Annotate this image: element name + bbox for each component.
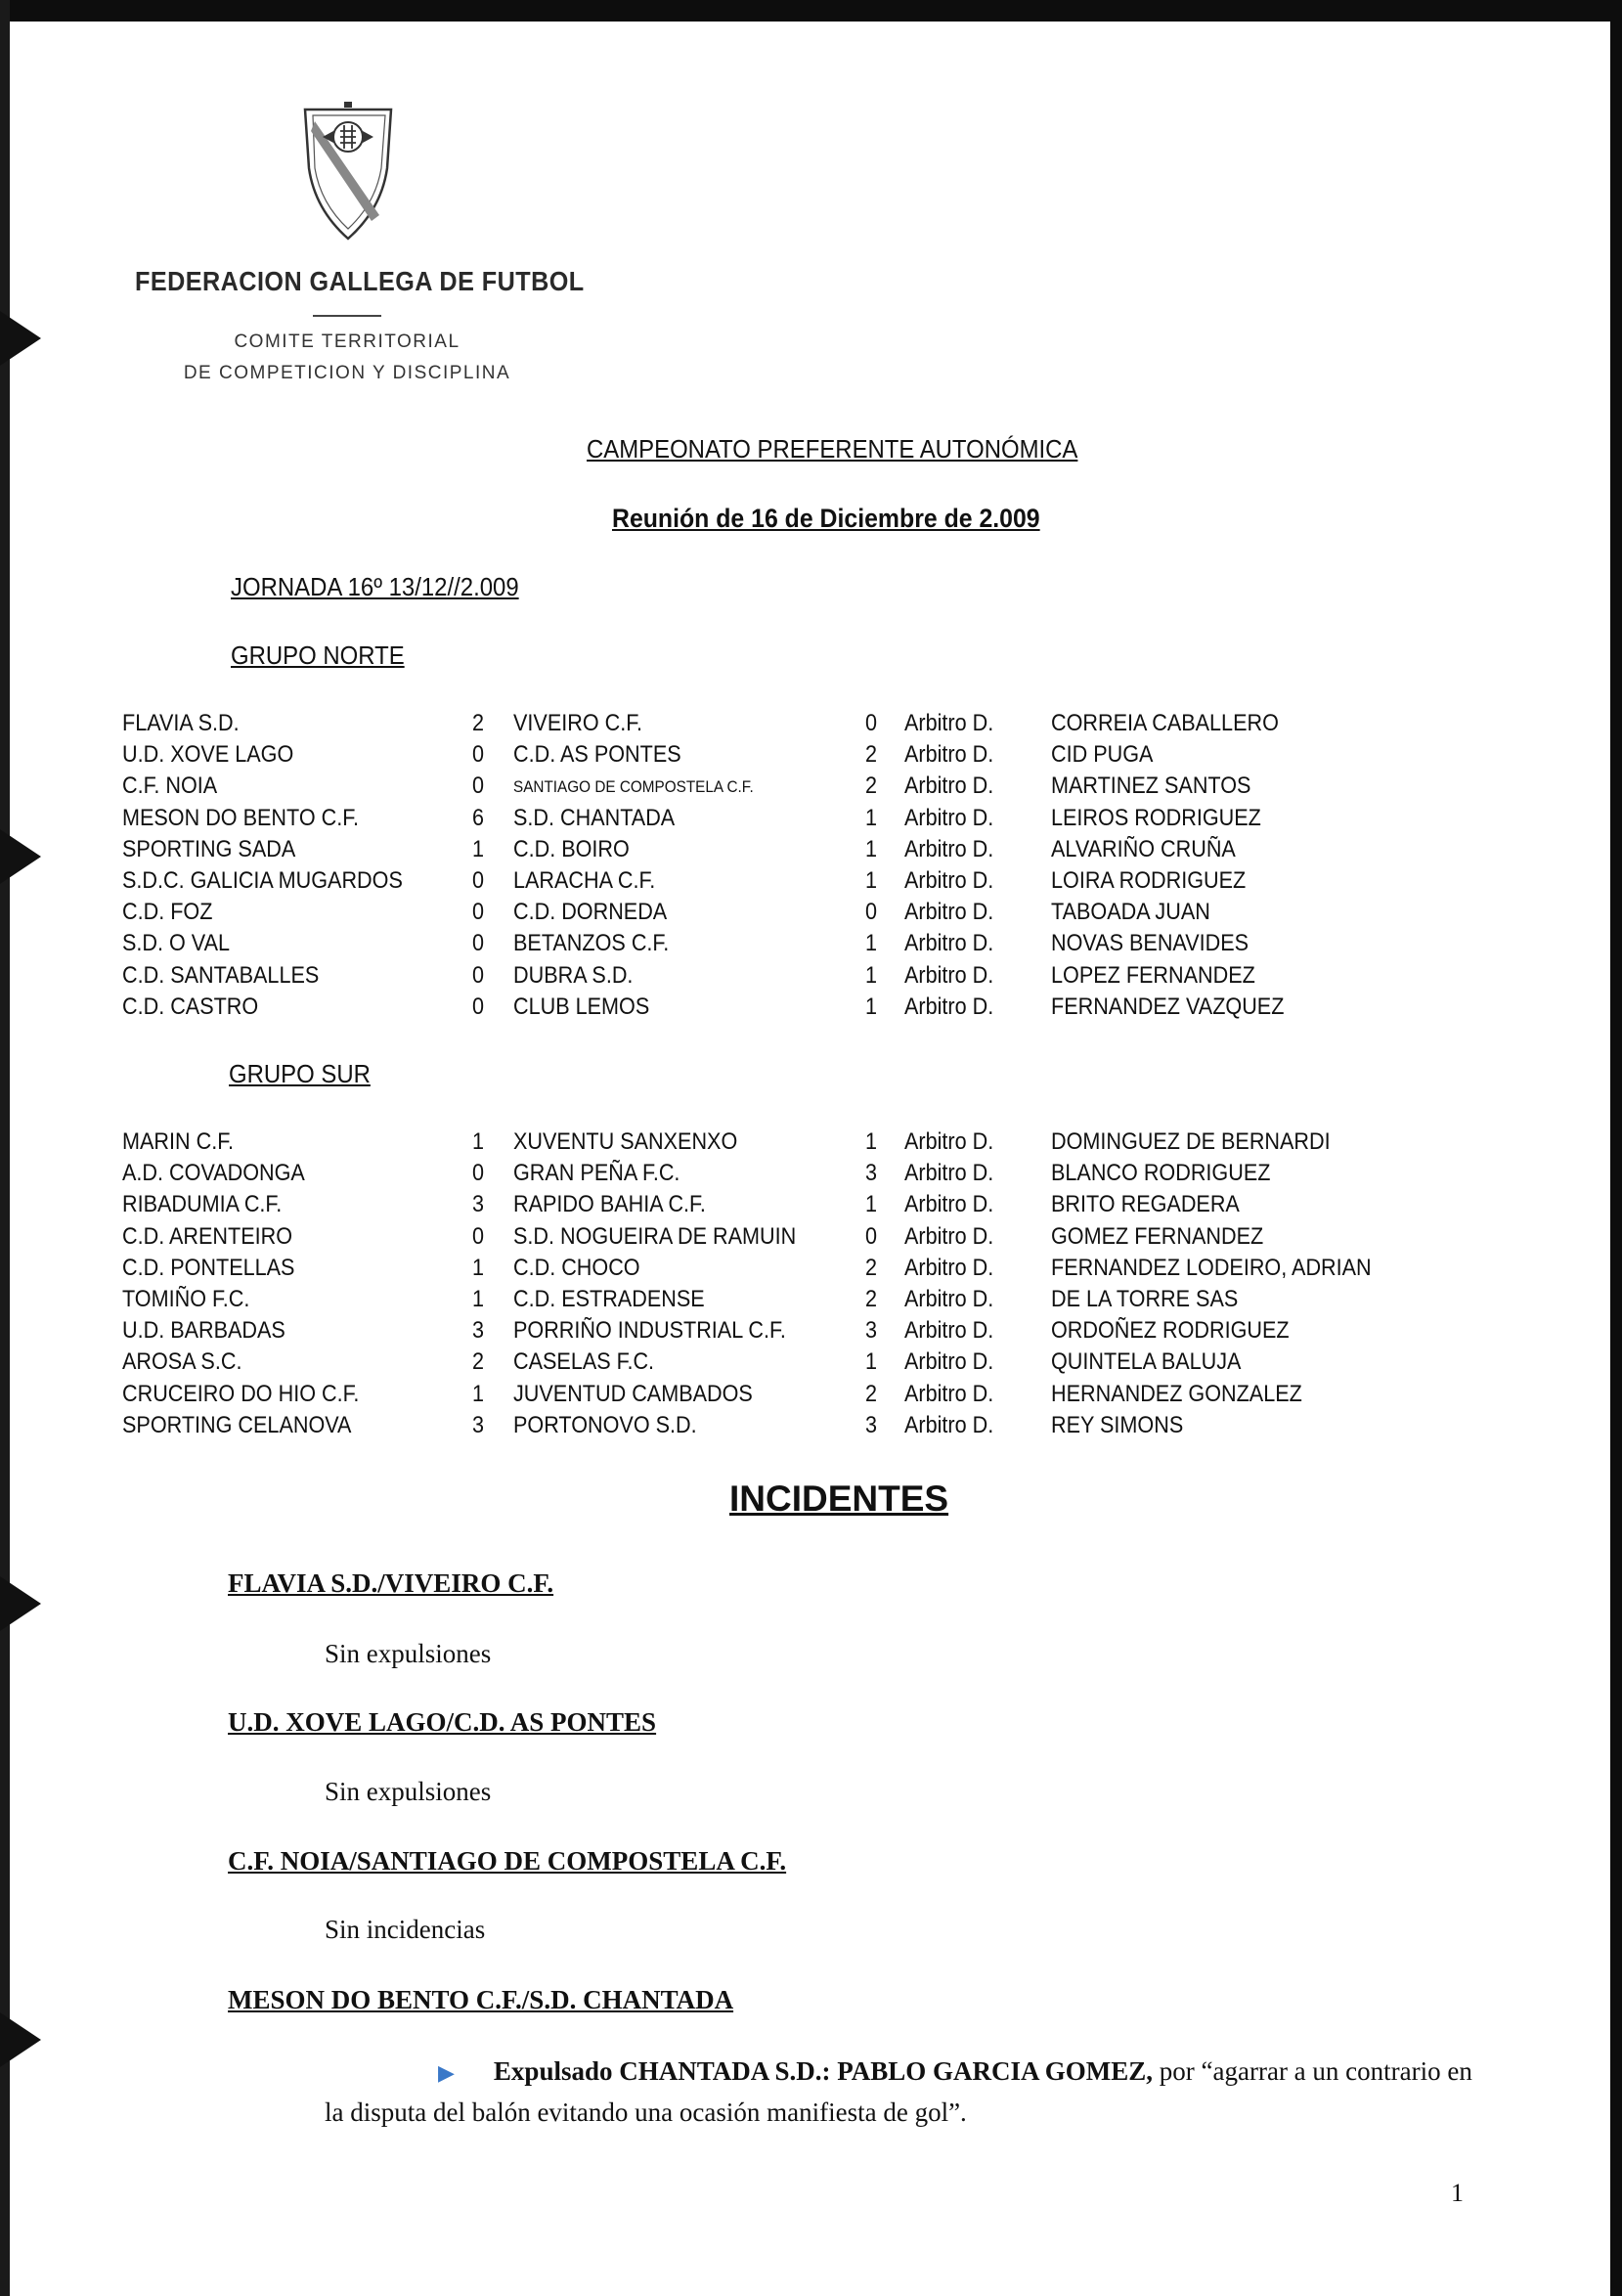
away-goals: 0 (865, 1222, 878, 1250)
away-team: CASELAS F.C. (513, 1348, 655, 1376)
incident-match-title: U.D. XOVE LAGO/C.D. AS PONTES (228, 1707, 657, 1737)
away-team: PORRIÑO INDUSTRIAL C.F. (513, 1317, 786, 1345)
away-goals: 0 (865, 899, 878, 926)
home-team: MARIN C.F. (122, 1128, 235, 1155)
championship-title: CAMPEONATO PREFERENTE AUTONÓMICA (587, 434, 1078, 464)
referee-name: HERNANDEZ GONZALEZ (1051, 1380, 1302, 1407)
referee-label: Arbitro D. (904, 961, 994, 989)
referee-name: CORREIA CABALLERO (1051, 710, 1279, 736)
home-team: C.D. ARENTEIRO (122, 1222, 293, 1250)
away-team: C.D. DORNEDA (513, 899, 668, 926)
incident-match-title: FLAVIA S.D./VIVEIRO C.F. (228, 1568, 554, 1598)
referee-name: DE LA TORRE SAS (1051, 1285, 1239, 1312)
result-row (122, 1253, 1511, 1284)
expulsion-reason: por “agarrar a un contrario en la disputa del balón evitando una ocasión manifiesta de gol”. (325, 2056, 1472, 2127)
torn-edge (0, 829, 41, 884)
expulsion-heading: Expulsado CHANTADA S.D.: PABLO GARCIA GOMEZ, (493, 2056, 1154, 2086)
away-team: CLUB LEMOS (513, 993, 650, 1020)
header-divider (313, 315, 381, 317)
referee-label: Arbitro D. (904, 1191, 994, 1218)
away-team: RAPIDO BAHIA C.F. (513, 1191, 706, 1218)
referee-label: Arbitro D. (904, 1380, 994, 1407)
away-team: C.D. AS PONTES (513, 741, 681, 769)
home-team: CRUCEIRO DO HIO C.F. (122, 1380, 360, 1407)
committee-line-2: DE COMPETICION Y DISCIPLINA (183, 363, 511, 383)
result-row (122, 739, 1511, 771)
away-team: GRAN PEÑA F.C. (513, 1160, 680, 1187)
incident-note: Sin expulsiones (325, 1777, 492, 1806)
away-goals: 1 (865, 835, 878, 862)
referee-label: Arbitro D. (904, 741, 994, 769)
referee-name: BRITO REGADERA (1051, 1191, 1240, 1218)
scan-border-top (0, 0, 1622, 22)
home-goals: 0 (472, 773, 485, 800)
bullet-arrow-icon: ▶ (438, 2060, 455, 2085)
away-goals: 2 (865, 1285, 878, 1312)
away-goals: 1 (865, 961, 878, 989)
home-goals: 3 (472, 1411, 485, 1438)
incident-note: Sin expulsiones (325, 1639, 492, 1668)
referee-name: DOMINGUEZ DE BERNARDI (1051, 1128, 1331, 1155)
result-row (122, 1284, 1511, 1315)
home-team: C.F. NOIA (122, 773, 218, 800)
result-row (122, 992, 1511, 1023)
result-row (122, 1126, 1511, 1158)
referee-name: LEIROS RODRIGUEZ (1051, 804, 1261, 831)
matchday-heading: JORNADA 16º 13/12//2.009 (231, 572, 519, 601)
away-goals: 2 (865, 1254, 878, 1281)
home-goals: 3 (472, 1317, 485, 1345)
referee-label: Arbitro D. (904, 1160, 994, 1187)
referee-label: Arbitro D. (904, 1317, 994, 1345)
referee-name: TABOADA JUAN (1051, 899, 1210, 926)
group-heading-sur: GRUPO SUR (229, 1059, 371, 1088)
results-table-norte (122, 708, 1511, 1023)
home-goals: 0 (472, 741, 485, 769)
result-row (122, 1315, 1511, 1347)
away-team: C.D. ESTRADENSE (513, 1285, 705, 1312)
incidents-heading: INCIDENTES (729, 1479, 949, 1519)
result-row (122, 1347, 1511, 1378)
incident-match-title: C.F. NOIA/SANTIAGO DE COMPOSTELA C.F. (228, 1846, 787, 1876)
away-goals: 1 (865, 993, 878, 1020)
home-team: SPORTING SADA (122, 835, 296, 862)
home-goals: 1 (472, 835, 485, 862)
committee-line-1: COMITE TERRITORIAL (234, 331, 460, 352)
home-team: U.D. BARBADAS (122, 1317, 285, 1345)
committee-name (137, 327, 557, 389)
referee-label: Arbitro D. (904, 993, 994, 1020)
home-goals: 0 (472, 899, 485, 926)
referee-name: LOPEZ FERNANDEZ (1051, 961, 1255, 989)
result-row (122, 928, 1511, 959)
result-row (122, 897, 1511, 928)
away-team: S.D. NOGUEIRA DE RAMUIN (513, 1222, 797, 1250)
away-goals: 1 (865, 1191, 878, 1218)
group-heading-norte: GRUPO NORTE (231, 640, 405, 670)
home-team: RIBADUMIA C.F. (122, 1191, 283, 1218)
meeting-date: Reunión de 16 de Diciembre de 2.009 (612, 504, 1040, 533)
result-row (122, 960, 1511, 992)
home-goals: 2 (472, 710, 485, 736)
away-team: LARACHA C.F. (513, 866, 656, 894)
referee-label: Arbitro D. (904, 804, 994, 831)
home-team: U.D. XOVE LAGO (122, 741, 294, 769)
referee-name: ALVARIÑO CRUÑA (1051, 835, 1236, 862)
home-team: A.D. COVADONGA (122, 1160, 305, 1187)
result-row (122, 1410, 1511, 1441)
away-goals: 2 (865, 741, 878, 769)
referee-label: Arbitro D. (904, 773, 994, 800)
page-number: 1 (1451, 2179, 1464, 2207)
referee-name: REY SIMONS (1051, 1411, 1184, 1438)
home-team: SPORTING CELANOVA (122, 1411, 352, 1438)
home-team: C.D. SANTABALLES (122, 961, 320, 989)
torn-edge (0, 2012, 41, 2067)
away-team: PORTONOVO S.D. (513, 1411, 697, 1438)
away-team: SANTIAGO DE COMPOSTELA C.F. (513, 777, 754, 797)
result-row (122, 1221, 1511, 1253)
result-row (122, 708, 1511, 739)
referee-name: BLANCO RODRIGUEZ (1051, 1160, 1271, 1187)
away-goals: 3 (865, 1160, 878, 1187)
away-goals: 3 (865, 1411, 878, 1438)
results-table-sur (122, 1126, 1511, 1441)
home-goals: 0 (472, 993, 485, 1020)
expulsion-paragraph (325, 2052, 1478, 2133)
home-goals: 0 (472, 930, 485, 957)
referee-label: Arbitro D. (904, 1128, 994, 1155)
home-team: FLAVIA S.D. (122, 710, 240, 736)
referee-name: FERNANDEZ VAZQUEZ (1051, 993, 1285, 1020)
referee-label: Arbitro D. (904, 930, 994, 957)
scan-border-right (1610, 0, 1622, 2296)
result-row (122, 1379, 1511, 1410)
referee-label: Arbitro D. (904, 1222, 994, 1250)
home-team: AROSA S.C. (122, 1348, 242, 1376)
home-team: S.D.C. GALICIA MUGARDOS (122, 866, 403, 894)
home-goals: 0 (472, 1160, 485, 1187)
away-goals: 1 (865, 1348, 878, 1376)
away-team: C.D. CHOCO (513, 1254, 640, 1281)
away-team: DUBRA S.D. (513, 961, 634, 989)
result-row (122, 771, 1511, 802)
referee-name: MARTINEZ SANTOS (1051, 773, 1251, 800)
referee-label: Arbitro D. (904, 710, 994, 736)
home-team: TOMIÑO F.C. (122, 1285, 250, 1312)
home-goals: 0 (472, 961, 485, 989)
incident-note: Sin incidencias (325, 1915, 486, 1944)
referee-label: Arbitro D. (904, 1285, 994, 1312)
away-team: XUVENTU SANXENXO (513, 1128, 738, 1155)
home-goals: 1 (472, 1380, 485, 1407)
home-team: C.D. PONTELLAS (122, 1254, 295, 1281)
referee-label: Arbitro D. (904, 899, 994, 926)
torn-edge (0, 1576, 41, 1631)
referee-name: FERNANDEZ LODEIRO, ADRIAN (1051, 1254, 1372, 1281)
referee-name: ORDOÑEZ RODRIGUEZ (1051, 1317, 1290, 1345)
referee-label: Arbitro D. (904, 835, 994, 862)
federation-name: FEDERACION GALLEGA DE FUTBOL (135, 266, 585, 296)
away-goals: 0 (865, 710, 878, 736)
referee-label: Arbitro D. (904, 1254, 994, 1281)
away-goals: 2 (865, 773, 878, 800)
referee-label: Arbitro D. (904, 1348, 994, 1376)
result-row (122, 1189, 1511, 1220)
home-team: C.D. FOZ (122, 899, 213, 926)
home-team: C.D. CASTRO (122, 993, 259, 1020)
away-team: JUVENTUD CAMBADOS (513, 1380, 753, 1407)
away-goals: 1 (865, 930, 878, 957)
result-row (122, 803, 1511, 834)
incident-match-title: MESON DO BENTO C.F./S.D. CHANTADA (228, 1985, 734, 2014)
home-goals: 2 (472, 1348, 485, 1376)
home-team: MESON DO BENTO C.F. (122, 804, 360, 831)
away-team: C.D. BOIRO (513, 835, 630, 862)
federation-crest-icon (301, 100, 395, 243)
referee-name: NOVAS BENAVIDES (1051, 930, 1249, 957)
referee-label: Arbitro D. (904, 866, 994, 894)
away-goals: 1 (865, 804, 878, 831)
home-goals: 1 (472, 1254, 485, 1281)
away-goals: 2 (865, 1380, 878, 1407)
result-row (122, 834, 1511, 865)
home-goals: 0 (472, 866, 485, 894)
referee-name: LOIRA RODRIGUEZ (1051, 866, 1247, 894)
away-goals: 3 (865, 1317, 878, 1345)
away-goals: 1 (865, 1128, 878, 1155)
home-goals: 1 (472, 1285, 485, 1312)
home-goals: 3 (472, 1191, 485, 1218)
home-goals: 1 (472, 1128, 485, 1155)
home-goals: 6 (472, 804, 485, 831)
home-team: S.D. O VAL (122, 930, 231, 957)
away-team: VIVEIRO C.F. (513, 710, 643, 736)
referee-name: GOMEZ FERNANDEZ (1051, 1222, 1264, 1250)
home-goals: 0 (472, 1222, 485, 1250)
result-row (122, 1158, 1511, 1189)
referee-name: CID PUGA (1051, 741, 1154, 769)
result-row (122, 865, 1511, 897)
away-team: S.D. CHANTADA (513, 804, 676, 831)
away-team: BETANZOS C.F. (513, 930, 670, 957)
away-goals: 1 (865, 866, 878, 894)
referee-name: QUINTELA BALUJA (1051, 1348, 1242, 1376)
referee-label: Arbitro D. (904, 1411, 994, 1438)
torn-edge (0, 311, 41, 366)
